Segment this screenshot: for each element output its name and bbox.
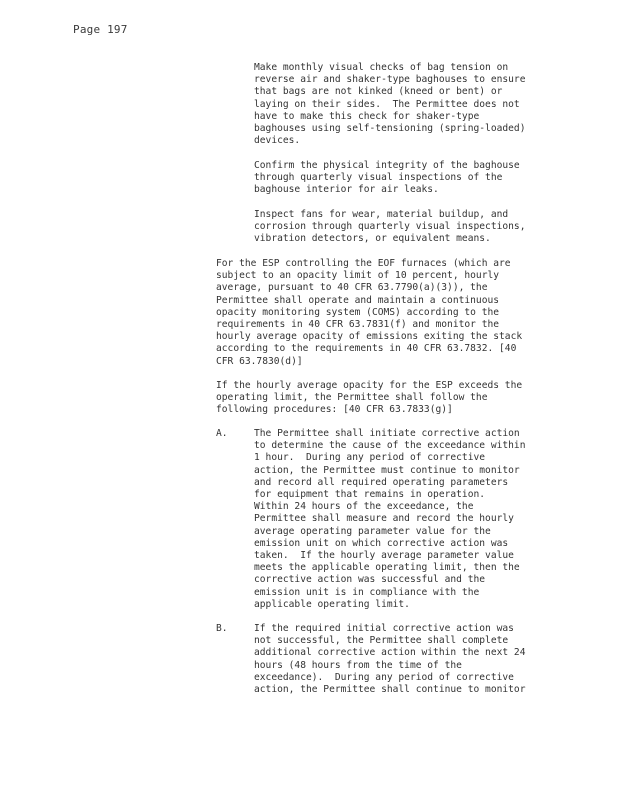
opacity-exceedance-paragraph: If the hourly average opacity for the ESP exceeds the operating limit, the Permittee shall follow the following procedures: [40 CFR 63.7833(g)] xyxy=(216,380,523,416)
bullet-paragraph-bag-tension: Make monthly visual checks of bag tension on reverse air and shaker-type baghouses to ensure that bags are not kinked (kneed or bent) or laying on their sides. The Permittee does not have to make this check for shaker-type baghouses using self-tensioning (spring-loaded) devices. xyxy=(254,62,526,147)
page-number: Page 197 xyxy=(73,23,128,36)
item-a-marker: A. xyxy=(216,428,228,439)
esp-coms-paragraph: For the ESP controlling the EOF furnaces (which are subject to an opacity limit of 10 percent, hourly average, pursuant to 40 CFR 63.7790(a)(3)), the Permittee shall operate and maintain a continuous opacity monitoring system (COMS) according to the requirements in 40 CFR 63.7831(f) and monitor the hourly average opacity of emissions exiting the stack according to the requirements in 40 CFR 63.7832. [40 CFR 63.7830(d)] xyxy=(216,258,523,367)
item-a-paragraph: The Permittee shall initiate corrective action to determine the cause of the exceedance within 1 hour. During any period of corrective action, the Permittee must continue to monitor and record all required operating parameters for equipment that remains in operation. Within 24 hours of the exceedance, the Permittee shall measure and record the hourly average operating parameter value for the emission unit on which corrective action was taken. If the hourly average parameter value meets the applicable operating limit, then the corrective action was successful and the emission unit is in compliance with the applicable operating limit. xyxy=(254,428,526,610)
bullet-paragraph-inspect-fans: Inspect fans for wear, material buildup, and corrosion through quarterly visual inspections, vibration detectors, or equivalent means. xyxy=(254,209,526,245)
item-b-marker: B. xyxy=(216,623,228,634)
bullet-paragraph-physical-integrity: Confirm the physical integrity of the baghouse through quarterly visual inspections of the baghouse interior for air leaks. xyxy=(254,160,520,196)
item-b-paragraph: If the required initial corrective action was not successful, the Permittee shall complete additional corrective action within the next 24 hours (48 hours from the time of the exceedance). During any period of corrective action, the Permittee shall continue to monitor xyxy=(254,623,526,696)
